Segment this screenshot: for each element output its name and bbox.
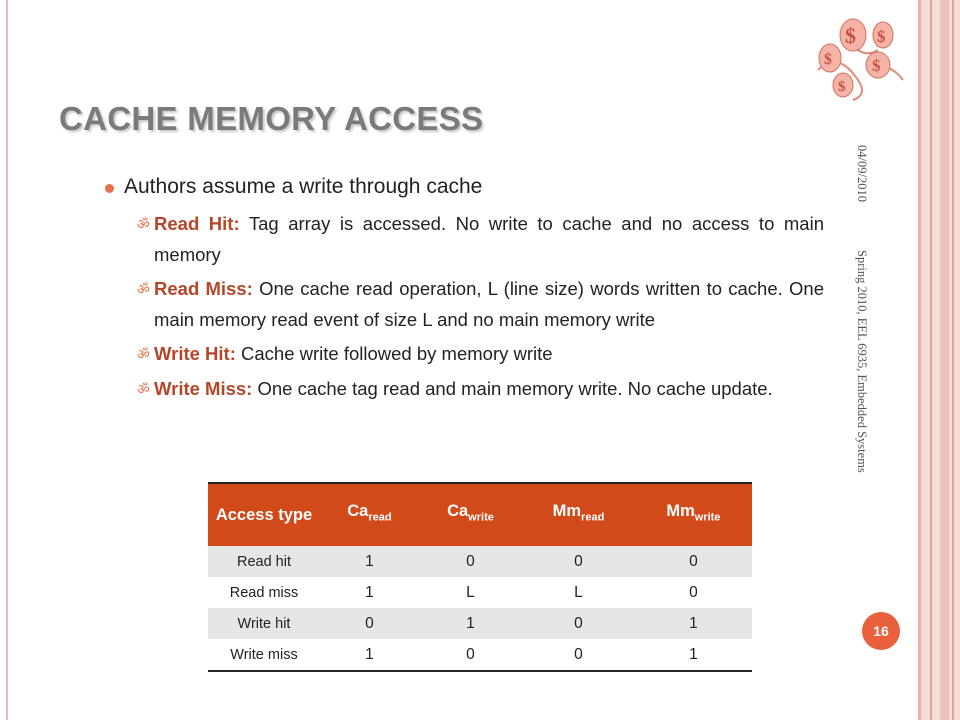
cell-ca-write: L xyxy=(419,577,522,608)
svg-text:$: $ xyxy=(845,23,856,48)
term-label: Read Hit: xyxy=(154,213,240,234)
row-label: Write miss xyxy=(208,639,320,671)
header-ca-read: $Ca_{read}$ xyxy=(320,483,419,546)
table-row xyxy=(208,577,752,608)
sub-bullet-read-hit xyxy=(137,209,824,270)
left-border-line xyxy=(6,0,8,720)
row-label: Read miss xyxy=(208,577,320,608)
sub-bullet-marker-icon: ॐ xyxy=(137,346,150,362)
sub-bullet-write-miss xyxy=(137,374,824,405)
sub-bullet-marker-icon: ॐ xyxy=(137,281,150,297)
row-label: Write hit xyxy=(208,608,320,639)
term-description: One cache tag read and main memory write. No cache update. xyxy=(257,377,773,399)
header-ca-write: $Ca_{write}$ xyxy=(419,483,522,546)
cell-mm-read: 0 xyxy=(522,639,635,671)
cell-ca-write: 1 xyxy=(419,608,522,639)
svg-text:$: $ xyxy=(838,79,846,95)
svg-text:$: $ xyxy=(872,56,881,75)
term-description: One cache read operation, L (line size) words written to cache. One main memory read event of size L and no main memory write xyxy=(154,278,825,330)
cell-ca-read: 1 xyxy=(320,577,419,608)
access-cost-table xyxy=(208,482,752,672)
cell-ca-read: 1 xyxy=(320,546,419,577)
table-row xyxy=(208,639,752,671)
cell-mm-write: 0 xyxy=(635,577,752,608)
page-number-badge: 16 xyxy=(862,612,900,650)
term-label: Write Hit: xyxy=(154,343,236,364)
side-date: 04/09/2010 xyxy=(855,145,869,202)
header-mm-read: $Mm_{read}$ xyxy=(522,483,635,546)
side-course: Spring 2010, EEL 6935, Embedded Systems xyxy=(855,250,869,473)
term-description: Cache write followed by memory write xyxy=(241,343,553,364)
sub-bullet-marker-icon: ॐ xyxy=(137,380,150,397)
dollar-flowers-logo-icon xyxy=(808,10,908,102)
sub-bullet-write-hit xyxy=(137,339,824,370)
cell-mm-read: L xyxy=(522,577,635,608)
header-access-type: Access type xyxy=(208,483,320,546)
cell-ca-read: 1 xyxy=(320,639,419,671)
term-description: Tag array is accessed. No write to cache and no access to main memory xyxy=(154,213,824,265)
header-mm-write: $Mm_{write}$ xyxy=(635,483,752,546)
cell-mm-write: 0 xyxy=(635,546,752,577)
main-bullet xyxy=(100,173,824,201)
cell-ca-read: 0 xyxy=(320,608,419,639)
slide-title: CACHE MEMORY ACCESS xyxy=(59,100,484,137)
table-header-row xyxy=(208,483,752,546)
svg-text:$: $ xyxy=(877,27,886,46)
svg-text:$: $ xyxy=(824,51,832,68)
row-label: Read hit xyxy=(208,546,320,577)
side-footer xyxy=(854,145,870,605)
sub-bullet-read-miss xyxy=(137,274,824,335)
sub-bullet-marker-icon: ॐ xyxy=(137,216,150,232)
cell-mm-read: 0 xyxy=(522,546,635,577)
term-label: Write Miss: xyxy=(154,377,253,399)
table-row xyxy=(208,608,752,639)
bullet-dot-icon xyxy=(105,184,114,193)
cell-ca-write: 0 xyxy=(419,546,522,577)
cell-mm-read: 0 xyxy=(522,608,635,639)
table-row xyxy=(208,546,752,577)
bullet-list xyxy=(100,173,824,408)
term-label: Read Miss: xyxy=(154,278,253,299)
cell-mm-write: 1 xyxy=(635,608,752,639)
cell-ca-write: 0 xyxy=(419,639,522,671)
cell-mm-write: 1 xyxy=(635,639,752,671)
right-border-decoration xyxy=(918,0,960,720)
main-bullet-text: Authors assume a write through cache xyxy=(124,175,483,198)
